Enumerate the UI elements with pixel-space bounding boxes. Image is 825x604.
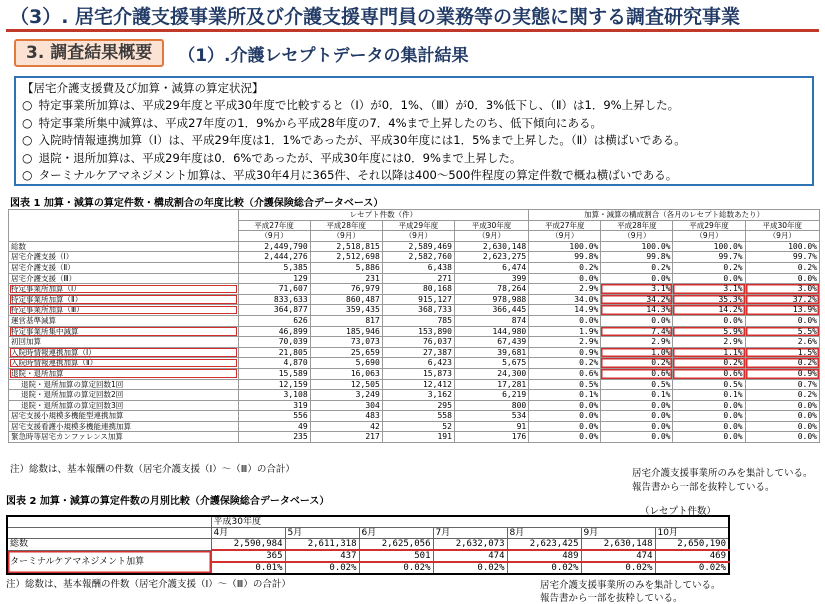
row-label: 退院・退所加算の算定回数2回 bbox=[9, 390, 239, 401]
table-cell: 185,946 bbox=[310, 326, 382, 337]
table-cell: 874 bbox=[454, 315, 528, 326]
table-cell: 78,264 bbox=[454, 284, 528, 295]
table-cell: 99.7% bbox=[673, 252, 745, 263]
table-cell: 235 bbox=[238, 432, 310, 443]
table-cell: 99.7% bbox=[745, 252, 819, 263]
header-month: 6月 bbox=[359, 528, 433, 539]
table2-source-1: 居宅介護支援事業所のみを集計している。 bbox=[540, 580, 721, 591]
table-cell: 7.4% bbox=[601, 326, 673, 337]
row-label: 特定事業所加算（Ⅱ） bbox=[9, 294, 239, 305]
table-cell: 0.2% bbox=[529, 358, 601, 369]
table-cell: 144,980 bbox=[454, 326, 528, 337]
table-row bbox=[9, 432, 820, 443]
table-cell: 0.0% bbox=[601, 273, 673, 284]
table2 bbox=[6, 515, 730, 575]
row-label: 特定事業所加算（Ⅲ） bbox=[9, 305, 239, 316]
table-cell: 5,385 bbox=[238, 262, 310, 273]
table-cell: 2,590,984 bbox=[211, 539, 285, 551]
row-label: 初回加算 bbox=[9, 337, 239, 348]
table-row bbox=[9, 262, 820, 273]
table-cell: 359,435 bbox=[310, 305, 382, 316]
table-row bbox=[9, 411, 820, 422]
table-cell: 2,444,276 bbox=[238, 252, 310, 263]
table-cell: 3,162 bbox=[382, 390, 454, 401]
table-cell: 0.0% bbox=[601, 400, 673, 411]
table-cell: 1.1% bbox=[673, 347, 745, 358]
table-cell: 0.0% bbox=[601, 411, 673, 422]
table-cell: 0.2% bbox=[601, 358, 673, 369]
table-row bbox=[9, 294, 820, 305]
table-cell: 2,582,760 bbox=[382, 252, 454, 263]
table-cell: 0.0% bbox=[673, 421, 745, 432]
table-cell: 0.0% bbox=[745, 432, 819, 443]
table-cell: 2.6% bbox=[745, 337, 819, 348]
table-row bbox=[9, 315, 820, 326]
table-cell: 0.2% bbox=[529, 262, 601, 273]
circle-bullet-icon: ○ bbox=[22, 133, 33, 148]
table-cell: 0.02% bbox=[581, 562, 655, 574]
header-group-count: レセプト件数（件） bbox=[238, 210, 529, 221]
header-month: 8月 bbox=[507, 528, 581, 539]
table-cell: 6,438 bbox=[382, 262, 454, 273]
table-cell: 153,890 bbox=[382, 326, 454, 337]
table-row bbox=[9, 305, 820, 316]
table-cell: 5,886 bbox=[310, 262, 382, 273]
table-cell: 2,632,073 bbox=[433, 539, 507, 551]
table-cell: 67,439 bbox=[454, 337, 528, 348]
table-cell: 271 bbox=[382, 273, 454, 284]
header-month: （9月） bbox=[601, 231, 673, 242]
table-cell: 70,039 bbox=[238, 337, 310, 348]
table-cell: 71,607 bbox=[238, 284, 310, 295]
row-label: 退院・退所加算の算定回数1回 bbox=[9, 379, 239, 390]
table-cell: 16,063 bbox=[310, 368, 382, 379]
table-cell: 2.9% bbox=[529, 337, 601, 348]
summary-bullet: ○ 入院時情報連携加算（Ⅰ）は、平成29年度は1．1%であったが、平成30年度には1．5%まで上昇した。（Ⅱ）は横ばいである。 bbox=[22, 132, 806, 149]
table-cell: 4,870 bbox=[238, 358, 310, 369]
table-cell: 0.02% bbox=[655, 562, 729, 574]
circle-bullet-icon: ○ bbox=[22, 168, 33, 183]
row-label: 退院・退所加算 bbox=[9, 368, 239, 379]
table1-caption: 図表 1 加算・減算の算定件数・構成割合の年度比較（介護保険総合データベース） bbox=[10, 198, 384, 209]
table2-note: 注）総数は、基本報酬の件数（居宅介護支援（Ⅰ）～（Ⅲ）の合計） bbox=[6, 579, 291, 590]
table-cell: 34.0% bbox=[529, 294, 601, 305]
table-cell: 52 bbox=[382, 421, 454, 432]
table-row bbox=[9, 379, 820, 390]
table-cell: 3,249 bbox=[310, 390, 382, 401]
header-month: （9月） bbox=[382, 231, 454, 242]
table-cell: 12,159 bbox=[238, 379, 310, 390]
table-cell: 2,512,698 bbox=[310, 252, 382, 263]
table-cell: 0.0% bbox=[601, 315, 673, 326]
table-row bbox=[9, 337, 820, 348]
table-cell: 860,487 bbox=[310, 294, 382, 305]
table-cell: 15,873 bbox=[382, 368, 454, 379]
table-cell: 100.0% bbox=[601, 241, 673, 252]
table-row bbox=[9, 347, 820, 358]
table-cell: 2,623,275 bbox=[454, 252, 528, 263]
table-cell: 0.5% bbox=[673, 379, 745, 390]
row-label: 入院時情報連携加算（Ⅱ） bbox=[9, 358, 239, 369]
table-cell: 800 bbox=[454, 400, 528, 411]
header-year: 平成30年度 bbox=[745, 220, 819, 231]
table-cell: 0.0% bbox=[529, 421, 601, 432]
table-cell: 2,630,148 bbox=[581, 539, 655, 551]
row-label: 特定事業所集中減算 bbox=[9, 326, 239, 337]
table-cell: 0.0% bbox=[673, 411, 745, 422]
header-year: 平成27年度 bbox=[529, 220, 601, 231]
table-cell: 0.2% bbox=[745, 262, 819, 273]
table-cell: 14.9% bbox=[529, 305, 601, 316]
header-month: 9月 bbox=[581, 528, 655, 539]
table-cell: 0.0% bbox=[673, 400, 745, 411]
table-row bbox=[9, 400, 820, 411]
table-cell: 366,445 bbox=[454, 305, 528, 316]
summary-heading: 【居宅介護支援費及び加算・減算の算定状況】 bbox=[22, 81, 264, 95]
table-cell: 0.2% bbox=[673, 358, 745, 369]
table-cell: 2,650,190 bbox=[655, 539, 729, 551]
table-cell: 0.0% bbox=[529, 411, 601, 422]
table-cell: 42 bbox=[310, 421, 382, 432]
table-cell: 474 bbox=[581, 550, 655, 562]
row-label: 運営基準減算 bbox=[9, 315, 239, 326]
row-label: 居宅介護支援（Ⅱ） bbox=[9, 262, 239, 273]
table-row bbox=[9, 241, 820, 252]
header-month: （9月） bbox=[310, 231, 382, 242]
table-cell: 0.9% bbox=[745, 368, 819, 379]
table-cell: 2.9% bbox=[529, 284, 601, 295]
table-cell: 12,505 bbox=[310, 379, 382, 390]
table-cell: 2.9% bbox=[673, 337, 745, 348]
table-cell: 501 bbox=[359, 550, 433, 562]
table-cell: 49 bbox=[238, 421, 310, 432]
table-cell: 99.8% bbox=[601, 252, 673, 263]
table1-note: 注）総数は、基本報酬の件数（居宅介護支援（Ⅰ）～（Ⅲ）の合計） bbox=[10, 464, 295, 475]
table-cell: 0.0% bbox=[673, 273, 745, 284]
table-cell: 0.01% bbox=[211, 562, 285, 574]
section-header bbox=[14, 39, 469, 67]
table-cell: 0.0% bbox=[529, 273, 601, 284]
summary-bullet: ○ 特定事業所集中減算は、平成27年度の1．9%から平成28年度の7．4%まで上昇したのち、低下傾向にある。 bbox=[22, 115, 806, 132]
table-cell: 76,037 bbox=[382, 337, 454, 348]
table-cell: 2,623,425 bbox=[507, 539, 581, 551]
table-cell: 2,630,148 bbox=[454, 241, 528, 252]
summary-bullet: ○ ターミナルケアマネジメント加算は、平成30年4月に365件、それ以降は400～500件程度の算定件数で概ね横ばいである。 bbox=[22, 167, 806, 184]
table-cell: 0.0% bbox=[601, 432, 673, 443]
header-month: （9月） bbox=[745, 231, 819, 242]
header-blank bbox=[9, 210, 239, 242]
table-cell: 129 bbox=[238, 273, 310, 284]
table-cell: 14.3% bbox=[601, 305, 673, 316]
table-cell: 0.02% bbox=[285, 562, 359, 574]
circle-bullet-icon: ○ bbox=[22, 150, 33, 165]
header-month: （9月） bbox=[529, 231, 601, 242]
table-cell: 915,127 bbox=[382, 294, 454, 305]
row-label: 総数 bbox=[9, 241, 239, 252]
table-cell: 100.0% bbox=[673, 241, 745, 252]
row-label: 居宅介護支援（Ⅲ） bbox=[9, 273, 239, 284]
table-cell: 5,690 bbox=[310, 358, 382, 369]
table-cell: 304 bbox=[310, 400, 382, 411]
table-cell: 0.0% bbox=[529, 432, 601, 443]
table2-source-2: 報告書から一部を抜粋している。 bbox=[540, 593, 683, 604]
table-cell: 1.0% bbox=[601, 347, 673, 358]
table-cell: 0.0% bbox=[745, 315, 819, 326]
table-cell: 2,518,815 bbox=[310, 241, 382, 252]
table1 bbox=[8, 209, 820, 443]
table-cell: 833,633 bbox=[238, 294, 310, 305]
table-cell: 0.02% bbox=[507, 562, 581, 574]
table-cell: 2,625,056 bbox=[359, 539, 433, 551]
table-cell: 2,449,790 bbox=[238, 241, 310, 252]
table-cell: 0.0% bbox=[745, 421, 819, 432]
table-cell: 3.1% bbox=[673, 284, 745, 295]
table-cell: 469 bbox=[655, 550, 729, 562]
table-cell: 368,733 bbox=[382, 305, 454, 316]
table-cell: 6,219 bbox=[454, 390, 528, 401]
table-cell: 0.1% bbox=[673, 390, 745, 401]
table-row bbox=[9, 390, 820, 401]
header-blank bbox=[7, 528, 211, 539]
table-cell: 14.2% bbox=[673, 305, 745, 316]
table-cell: 46,899 bbox=[238, 326, 310, 337]
table-row bbox=[9, 326, 820, 337]
table-row bbox=[9, 368, 820, 379]
table-cell: 24,300 bbox=[454, 368, 528, 379]
header-group-ratio: 加算・減算の構成割合（各月のレセプト総数あたり） bbox=[529, 210, 820, 221]
table-cell: 0.0% bbox=[529, 315, 601, 326]
table-cell: 3,108 bbox=[238, 390, 310, 401]
table-cell: 2,589,469 bbox=[382, 241, 454, 252]
table-cell: 0.9% bbox=[529, 347, 601, 358]
table-cell: 231 bbox=[310, 273, 382, 284]
section-badge: 3. 調査結果概要 bbox=[14, 39, 164, 67]
circle-bullet-icon: ○ bbox=[22, 115, 33, 130]
table-cell: 1.9% bbox=[529, 326, 601, 337]
table-cell: 217 bbox=[310, 432, 382, 443]
table-cell: 176 bbox=[454, 432, 528, 443]
table-cell: 39,681 bbox=[454, 347, 528, 358]
table-cell: 437 bbox=[285, 550, 359, 562]
table-row bbox=[9, 252, 820, 263]
table-cell: 0.2% bbox=[745, 390, 819, 401]
row-label: 退院・退所加算の算定回数3回 bbox=[9, 400, 239, 411]
table-cell: 0.2% bbox=[673, 262, 745, 273]
header-year: 平成29年度 bbox=[382, 220, 454, 231]
table-cell: 0.7% bbox=[745, 379, 819, 390]
table-cell: 0.0% bbox=[673, 315, 745, 326]
table-cell: 35.3% bbox=[673, 294, 745, 305]
table2-caption: 図表 2 加算・減算の算定件数の月別比較（介護保険総合データベース） bbox=[6, 496, 330, 507]
header-month: 5月 bbox=[285, 528, 359, 539]
table-cell: 100.0% bbox=[745, 241, 819, 252]
table-cell: 1.5% bbox=[745, 347, 819, 358]
header-month: 7月 bbox=[433, 528, 507, 539]
table-cell: 0.1% bbox=[601, 390, 673, 401]
table1-source-1: 居宅介護支援事業所のみを集計している。 bbox=[632, 468, 813, 479]
table-cell: 978,988 bbox=[454, 294, 528, 305]
table-cell: 0.6% bbox=[673, 368, 745, 379]
table-row bbox=[9, 358, 820, 369]
table-cell: 0.02% bbox=[433, 562, 507, 574]
table-cell: 0.0% bbox=[745, 400, 819, 411]
table-cell: 80,168 bbox=[382, 284, 454, 295]
table-cell: 13.9% bbox=[745, 305, 819, 316]
header-year: 平成28年度 bbox=[601, 220, 673, 231]
header-month: （9月） bbox=[238, 231, 310, 242]
table-cell: 364,877 bbox=[238, 305, 310, 316]
table-cell: 534 bbox=[454, 411, 528, 422]
table-cell: 0.1% bbox=[529, 390, 601, 401]
table1-source-2: 報告書から一部を抜粋している。 bbox=[632, 482, 775, 493]
row-label: 緊急時等居宅カンファレンス加算 bbox=[9, 432, 239, 443]
table-cell: 558 bbox=[382, 411, 454, 422]
table-cell: 0.0% bbox=[673, 432, 745, 443]
header-month: 4月 bbox=[211, 528, 285, 539]
row-label: 総数 bbox=[7, 539, 211, 551]
table-cell: 0.2% bbox=[745, 358, 819, 369]
table-cell: 5.5% bbox=[745, 326, 819, 337]
table-cell: 399 bbox=[454, 273, 528, 284]
table-cell: 34.2% bbox=[601, 294, 673, 305]
table-cell: 91 bbox=[454, 421, 528, 432]
table-cell: 556 bbox=[238, 411, 310, 422]
table-cell: 365 bbox=[211, 550, 285, 562]
table-cell: 0.0% bbox=[529, 400, 601, 411]
table-cell: 99.8% bbox=[529, 252, 601, 263]
header-month: （9月） bbox=[673, 231, 745, 242]
table-cell: 0.0% bbox=[745, 273, 819, 284]
table-cell: 489 bbox=[507, 550, 581, 562]
header-month: （9月） bbox=[454, 231, 528, 242]
header-year: 平成28年度 bbox=[310, 220, 382, 231]
table-cell: 0.2% bbox=[601, 262, 673, 273]
table-cell: 0.0% bbox=[745, 411, 819, 422]
table-cell: 0.6% bbox=[601, 368, 673, 379]
row-label: 入院時情報連携加算（Ⅰ） bbox=[9, 347, 239, 358]
table-cell: 37.2% bbox=[745, 294, 819, 305]
row-label: 特定事業所加算（Ⅰ） bbox=[9, 284, 239, 295]
table-cell: 6,474 bbox=[454, 262, 528, 273]
circle-bullet-icon: ○ bbox=[22, 98, 33, 113]
table-cell: 73,073 bbox=[310, 337, 382, 348]
table-cell: 0.02% bbox=[359, 562, 433, 574]
table2-unit: （レセプト件数） bbox=[640, 506, 717, 517]
table-cell: 191 bbox=[382, 432, 454, 443]
table-cell: 2.9% bbox=[601, 337, 673, 348]
summary-bullet: ○ 特定事業所加算は、平成29年度と平成30年度で比較すると（Ⅰ）が0．1%、（Ⅲ）が0．3%低下し、（Ⅱ）は1．9%上昇した。 bbox=[22, 97, 806, 114]
header-year: 平成29年度 bbox=[673, 220, 745, 231]
table-cell: 25,659 bbox=[310, 347, 382, 358]
table-cell: 483 bbox=[310, 411, 382, 422]
table-cell: 15,589 bbox=[238, 368, 310, 379]
table-cell: 785 bbox=[382, 315, 454, 326]
summary-box bbox=[14, 76, 814, 186]
summary-bullet: ○ 退院・退所加算は、平成29年度は0．6%であったが、平成30年度には0．9%まで上昇した。 bbox=[22, 150, 806, 167]
header-year: 平成27年度 bbox=[238, 220, 310, 231]
table-cell: 3.0% bbox=[745, 284, 819, 295]
table-cell: 626 bbox=[238, 315, 310, 326]
table-cell: 0.6% bbox=[529, 368, 601, 379]
table-row bbox=[9, 273, 820, 284]
table-cell: 6,423 bbox=[382, 358, 454, 369]
table-cell: 100.0% bbox=[529, 241, 601, 252]
table-cell: 0.5% bbox=[529, 379, 601, 390]
table-row bbox=[9, 284, 820, 295]
table-cell: 27,387 bbox=[382, 347, 454, 358]
header-month: 10月 bbox=[655, 528, 729, 539]
table-cell: 474 bbox=[433, 550, 507, 562]
row-label: ターミナルケアマネジメント加算 bbox=[7, 550, 211, 574]
table-cell: 0.5% bbox=[601, 379, 673, 390]
header-year: 平成30年度 bbox=[211, 516, 729, 528]
table-cell: 5,675 bbox=[454, 358, 528, 369]
table-cell: 17,281 bbox=[454, 379, 528, 390]
table-cell: 21,805 bbox=[238, 347, 310, 358]
table-cell: 0.0% bbox=[601, 421, 673, 432]
row-label: 居宅支援看護小規模多機能連携加算 bbox=[9, 421, 239, 432]
table-row bbox=[9, 421, 820, 432]
table-cell: 5.9% bbox=[673, 326, 745, 337]
row-label: 居宅支援小規模多機能型連携加算 bbox=[9, 411, 239, 422]
table-cell: 76,979 bbox=[310, 284, 382, 295]
table-cell: 12,412 bbox=[382, 379, 454, 390]
table-cell: 817 bbox=[310, 315, 382, 326]
header-year: 平成30年度 bbox=[454, 220, 528, 231]
section-subtitle: （1）.介護レセプトデータの集計結果 bbox=[178, 45, 469, 66]
page-title: （3）. 居宅介護支援事業所及び介護支援専門員の業務等の実態に関する調査研究事業 bbox=[6, 4, 819, 32]
table-cell: 2,611,318 bbox=[285, 539, 359, 551]
table-cell: 295 bbox=[382, 400, 454, 411]
row-label: 居宅介護支援（Ⅰ） bbox=[9, 252, 239, 263]
table-cell: 319 bbox=[238, 400, 310, 411]
header-blank bbox=[7, 516, 211, 528]
table-cell: 3.1% bbox=[601, 284, 673, 295]
